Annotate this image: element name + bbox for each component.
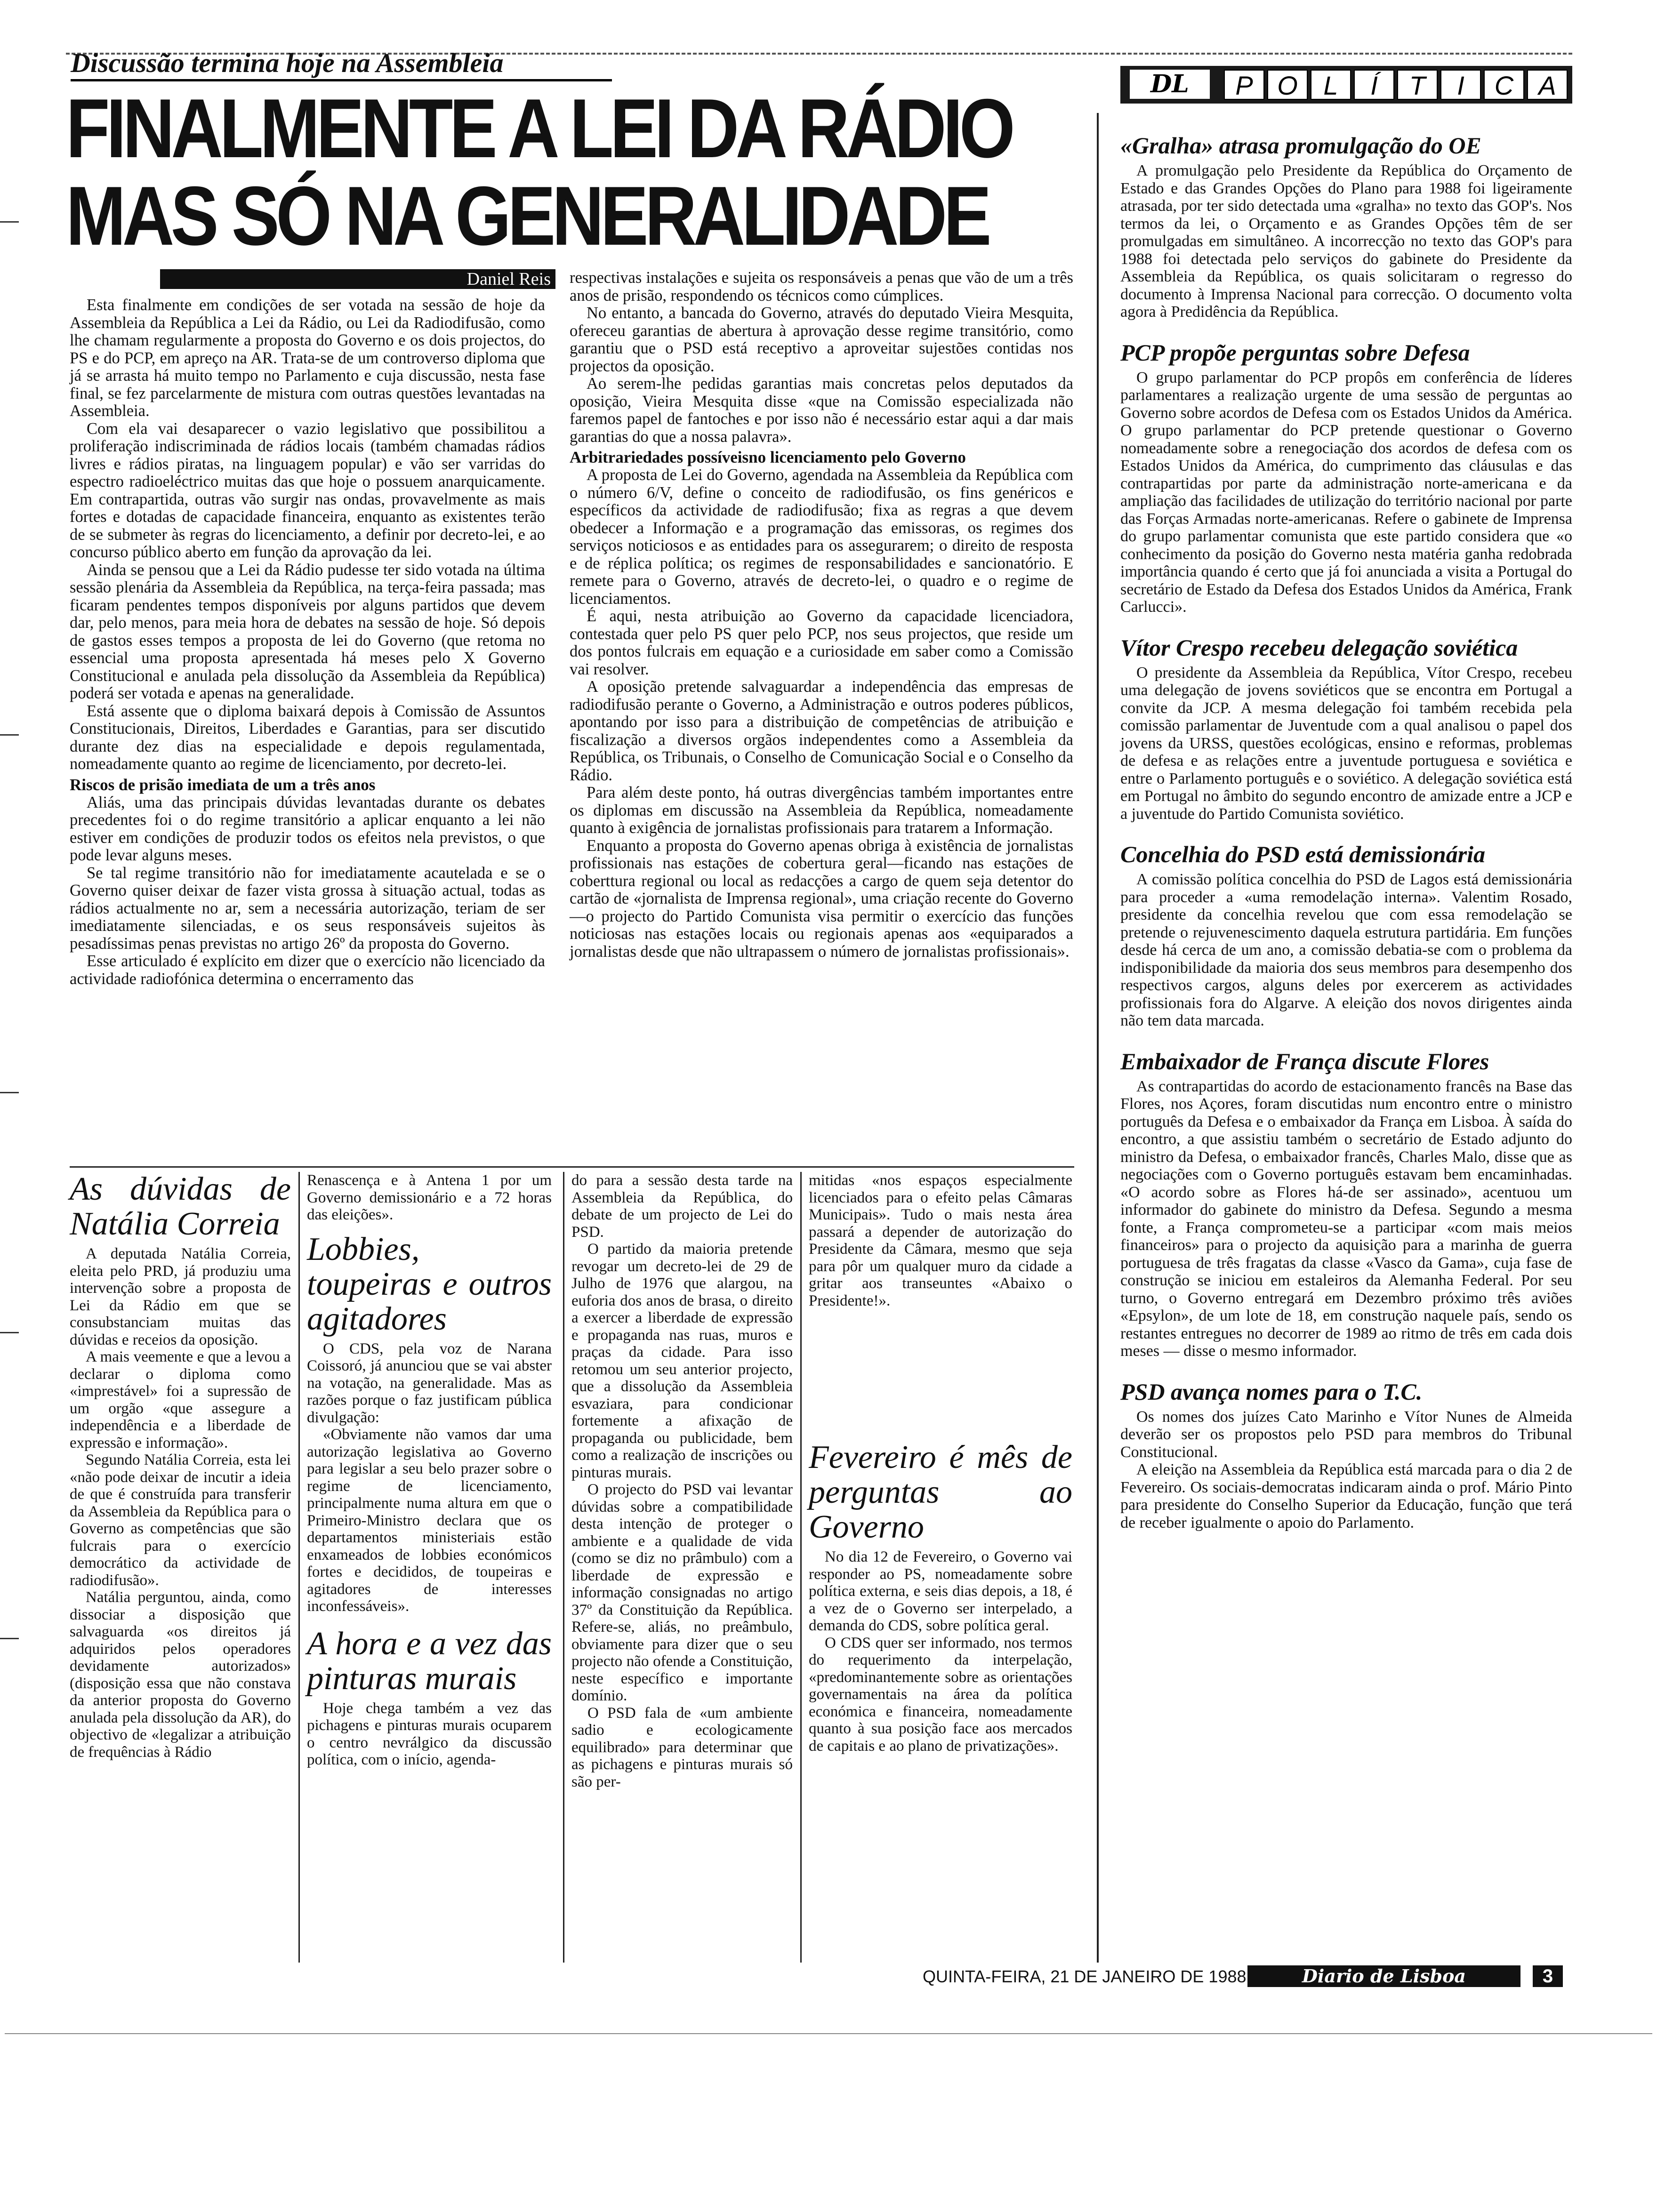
news-brief-title: Embaixador de França discute Flores — [1120, 1048, 1489, 1074]
column-rule — [298, 1172, 300, 1963]
headline — [66, 81, 1012, 263]
news-brief-body: A eleição na Assembleia da República está marcada para o dia 2 de Fevereiro. Os sociais-democratas indicaram ainda o prof. Mário Pinto para presidente do Conselho Superior da Educação, função que terá de receber igualmente o apoio do Parlamento. — [1120, 1461, 1572, 1531]
news-brief — [1120, 1048, 1572, 1360]
bottom-rule — [5, 2033, 1652, 2034]
paragraph: O CDS quer ser informado, nos termos do requerimento da interpelação, «predominantemente sobre as orientações governamentais na área da política económica e financeira, nomeadamente quanto à sua posição face aos mercados de capitais e ao plano de privatizações». — [809, 1634, 1072, 1755]
column-rule — [563, 1172, 564, 1963]
margin-tick — [0, 1092, 19, 1093]
headline-line-2: MAS SÓ NA GENERALIDADE — [66, 169, 988, 263]
paragraph: mitidas «nos espaços especialmente licenciados para o efeito pelas Câmaras Municipais». Tudo o mais nesta área passará a depender de autorização do Presidente da Câmara, mesmo que seja para pôr um qualquer muro da cidade a gritar aos transeuntes «Abaixo o Presidente!». — [809, 1172, 1072, 1309]
byline: Daniel Reis — [467, 269, 551, 289]
section-letter: I — [1440, 70, 1481, 100]
masthead: Diario de Lisboa — [1247, 1965, 1520, 1987]
box-middle-col — [307, 1172, 552, 1769]
paragraph: O projecto do PSD vai levantar dúvidas sobre a compatibilidade desta intenção de proteger o ambiente e a qualidade de vida (como se diz no prâmbulo) com a liberdade de expressão e informação consignadas no artigo 37º da Constituição da República. Refere-se, aliás, no preâmbulo, obviamente para dizer que o seu projecto não ofende a Constituição, neste específico e importante domínio. — [571, 1481, 793, 1704]
news-brief-title: Concelhia do PSD está demissionária — [1120, 841, 1486, 867]
paragraph: A deputada Natália Correia, eleita pelo PRD, já produziu uma intervenção sobre a proposta de Lei da Rádio em que se consubstanciam muitas das dúvidas e receios da oposição. — [70, 1245, 291, 1348]
headline-line-1: FINALMENTE A LEI DA RÁDIO — [66, 81, 1012, 175]
subheading: Arbitrariedades possíveisno licenciamento pelo Governo — [570, 448, 966, 466]
news-brief-body: A promulgação pelo Presidente da República do Orçamento de Estado e das Grandes Opções do Plano para 1988 foi ligeiramente atrasada, por ter sido detectada uma «gralha» no texto das GOP's. Nos termos da lei, o Orçamento e as Grandes Opções têm de ser promulgadas em simultâneo. A incorrecção no texto das GOP's para 1988 foi detectada pelo serviços do gabinete do Presidente da Assembleia da República, os quais solicitaram o regresso do documento à Imprensa Nacional para correcção. O documento volta agora à Predidência da República. — [1120, 162, 1572, 321]
news-brief-body: Os nomes dos juízes Cato Marinho e Vítor Nunes de Almeida deverão ser os propostos pelo PSD para membros do Tribunal Constitucional. — [1120, 1408, 1572, 1461]
news-brief — [1120, 132, 1572, 321]
news-brief-body: A comissão política concelhia do PSD de Lagos está demissionária para proceder a «uma remodelação interna». Valentim Rosado, presidente da concelhia revelou que com essa remodelação se pretende o rejuvenescimento daquela estrutura partidária. Em funções desde há cerca de um ano, a comissão debatia-se com o problema da indisponibilidade da maioria dos seus membros para desempenho dos respectivos cargos, alguns deles por exercerem as actividades profissionais fora do Algarve. A eleição dos novos dirigentes ainda não tem data marcada. — [1120, 871, 1572, 1029]
column-rule — [800, 1172, 802, 1963]
column-rule — [1097, 113, 1099, 1963]
box-pinturas-col3 — [809, 1172, 1072, 1309]
box-fevereiro — [809, 1440, 1072, 1755]
paragraph: Enquanto a proposta do Governo apenas obriga à existência de jornalistas profissionais nas estações de cobertura geral—ficando nas estações de coberttura regional ou local as redacções a cargo de quem seja detentor do cartão de «jornalista de Imprensa regional», uma criação recente do Governo—o projecto do Partido Comunista visa permitir o exercício das funções noticiosas nas estações locais ou regionais apenas aos «equiparados a jornalistas desde que não ultrapassem o número de jornalistas profissionais». — [570, 836, 1073, 961]
news-brief-title: Vítor Crespo recebeu delegação soviética — [1120, 634, 1518, 661]
section-banner — [1120, 66, 1572, 104]
paragraph: Segundo Natália Correia, esta lei «não pode deixar de incutir a ideia de que é construída para transferir da Assembleia da República para o Governo as competências que são fulcrais para o exercício democrático da actividade de radiodifusão». — [70, 1451, 291, 1589]
footer-date: QUINTA-FEIRA, 21 DE JANEIRO DE 1988 — [923, 1967, 1247, 1986]
article-column-1 — [70, 297, 545, 988]
news-brief-title: PCP propõe perguntas sobre Defesa — [1120, 339, 1470, 366]
margin-tick — [0, 221, 19, 223]
paragraph: Para além deste ponto, há outras divergências também importantes entre os diplomas em discussão na Assembleia da República, nomeadamente quanto à exigência de jornalistas profissionais para tratarem a Informação. — [570, 784, 1073, 837]
news-brief — [1120, 841, 1572, 1030]
news-brief-title: «Gralha» atrasa promulgação do OE — [1120, 132, 1481, 159]
section-title — [1224, 70, 1568, 100]
paragraph: Esta finalmente em condições de ser votada na sessão de hoje da Assembleia da República a Lei da Rádio, ou Lei da Radiodifusão, como lhe chamam regularmente a proposta do Governo e os dois projectos, do PS e do PCP, em apreço na AR. Trata-se de um controverso diploma que já se arrasta há muito tempo no Parlamento e cuja discussão, nesta fase final, se fez parcelarmente de mistura com outras questões levantadas na Assembleia. — [70, 296, 545, 420]
article-column-2 — [570, 269, 1073, 961]
paragraph: A oposição pretende salvaguardar a independência das empresas de radiodifusão perante o Governo, a Administração e outros poderes públicos, apontando por isso para a distribuição de competências de atribuição e fiscalização a diversos orgãos independentes como a Assembleia da República, os Tribunais, o Conselho de Comunicação Social e o Conselho da Rádio. — [570, 678, 1073, 784]
section-letter: O — [1267, 70, 1308, 100]
section-letter: T — [1397, 70, 1438, 100]
paragraph: No dia 12 de Fevereiro, o Governo vai responder ao PS, nomeadamente sobre política externa, e seis dias depois, a 18, é a vez de o Governo ser interpelado, a demanda do CDS, sobre política geral. — [809, 1548, 1072, 1634]
paragraph: Renascença e à Antena 1 por um Governo demissionário e a 72 horas das eleições». — [307, 1172, 552, 1223]
paragraph: Está assente que o diploma baixará depois à Comissão de Assuntos Constitucionais, Direitos, Liberdades e Garantias, para ser discutido durante dez dias na especialidade e depois regulamentada, nomeadamente quanto ao regime de licenciamento, por decreto-lei. — [70, 702, 545, 773]
news-brief-body: O presidente da Assembleia da República, Vítor Crespo, recebeu uma delegação de jovens soviéticos que se encontra em Portugal a convite da JCP. A mesma delegação foi também recebida pela comissão parlamentar de Juventude com a qual analisou o papel dos jovens da URSS, questões ecológicas, ensino e reformas, problemas de defesa e as relações entre a juventude portuguesa e soviética e entre o Parlamento português e o soviético. A delegação soviética está em Portugal no âmbito do segundo encontro de amizade entre a JCP e a juventude do Partido Comunista soviético. — [1120, 664, 1572, 823]
paragraph: «Obviamente não vamos dar uma autorização legislativa ao Governo para legislar a seu belo prazer sobre o regime de licenciamento, principalmente numa altura em que o Primeiro-Ministro declara que os departamentos ministeriais estão enxameados de lobbies económicos fortes e decididos, de toupeiras e agitadores de interesses inconfessáveis». — [307, 1426, 552, 1615]
news-brief — [1120, 634, 1572, 823]
section-letter: Í — [1354, 70, 1394, 100]
paragraph: do para a sessão desta tarde na Assembleia da República, do debate de um projecto de Lei do PSD. — [571, 1172, 793, 1241]
box-natalia-col1 — [70, 1172, 291, 1761]
section-letter: C — [1484, 70, 1524, 100]
paragraph: Natália perguntou, ainda, como dissociar a disposição que salvaguarda «os direitos já adquiridos pelos operadores devidamente autorizados» (disposição essa que não constava da anterior proposta do Governo anulada pela dissolução da AR), do objectivo de «legalizar a atribuição de frequências à Rádio — [70, 1589, 291, 1761]
paragraph: A mais veemente e que a levou a declarar o diploma como «imprestável» foi a supressão de um orgão «que assegure a independência e a liberdade de expressão e informação». — [70, 1348, 291, 1451]
paragraph: O PSD fala de «um ambiente sadio e ecologicamente equilibrado» para determinar que as pichagens e pinturas murais só são per- — [571, 1704, 793, 1790]
paragraph: Esse articulado é explícito em dizer que o exercício não licenciado da actividade radiofónica determina o encerramento das — [70, 952, 545, 988]
box-title: Fevereiro é mês de perguntas ao Governo — [809, 1439, 1072, 1545]
paragraph: Se tal regime transitório não for imediatamente acautelada e se o Governo quiser deixar de fazer vista grossa à situação actual, todas as rádios actualmente no ar, sem a necessária autorização, teriam de ser imediatamente silenciadas, e os seus responsáveis sujeitos às pesadíssimas penas previstas no artigo 26º da proposta do Governo. — [70, 864, 545, 953]
paragraph: Com ela vai desaparecer o vazio legislativo que possibilitou a proliferação indiscriminada de rádios locais (também chamadas rádios livres e rádios piratas, na linguagem popular) e vão ser varridas do espectro radioeléctrico muitas das que hoje o possuem anarquicamente. Em contrapartida, outras vão surgir nas ondas, provavelmente as mais fortes e dotadas de capacidade financeira, enquanto as existentes terão de se submeter às regras do licenciamento, a definir por decreto-lei, e ao concurso público aberto em função da aprovação da lei. — [70, 419, 545, 561]
paragraph: Ainda se pensou que a Lei da Rádio pudesse ter sido votada na última sessão plenária da Assembleia da República, na terça-feira passada; mas ficaram pendentes tempos disponíveis por alguns partidos que devem dar, pelo menos, para meia hora de debates na sessão de hoje. Só depois de gastos esses tempos a proposta de lei do Governo (que retoma no essencial uma proposta apresentada há meses pelo X Governo Constitucional e anulada pela dissolução da Assembleia da República) poderá ser votada e apenas na generalidade. — [70, 561, 545, 702]
paragraph: respectivas instalações e sujeita os responsáveis a penas que vão de um a três anos de prisão, respondendo os técnicos como cúmplices. — [570, 269, 1073, 305]
section-logo: DL — [1130, 70, 1210, 99]
news-brief-body: As contrapartidas do acordo de estacionamento francês na Base das Flores, nos Açores, foram discutidas num encontro entre o ministro português da Defesa e o embaixador da França em Lisboa. À saída do encontro, a que assistiu também o secretário de Estado adjunto do ministro da Defesa, o embaixador francês, Charles Malo, disse que as negociações com o Governo português estavam bem encaminhadas. «O acordo sobre as Flores há-de ser assinado», acentuou um informador do gabinete do ministro da Defesa. Segundo a mesma fonte, a França comprometeu-se a participar «com mais meios financeiros» para o projecto da aquisição para a marinha de guerra portuguesa de três fragatas da classe «Vasco da Gama», cuja fase de construção se iniciou em estaleiros da Alemanha Federal. Por seu turno, o Governo entregará em Dezembro próximo três aviões «Epsylon», de um lote de 18, em construção naquele país, sendo os restantes entregues no decorrer de 1989 ao ritmo de três em cada dois meses — disse o mesmo informador. — [1120, 1077, 1572, 1360]
paragraph: É aqui, nesta atribuição ao Governo da capacidade licenciadora, contestada quer pelo PS quer pelo PCP, nos seus projectos, que reside um dos pontos fulcrais em equação e a curiosidade em saber como a Comissão vai resolver. — [570, 607, 1073, 678]
section-letter: A — [1527, 70, 1568, 100]
paragraph: O CDS, pela voz de Narana Coissoró, já anunciou que se vai abster na votação, na generalidade. Mas as razões porque o faz justificam pública divulgação: — [307, 1340, 552, 1426]
paragraph: O partido da maioria pretende revogar um decreto-lei de 29 de Julho de 1976 que alargou, na euforia dos anos de brasa, o direito a exercer a liberdade de expressão e propaganda nas ruas, muros e praças da cidade. Para isso retomou um seu anterior projecto, que a dissolução da Assembleia esvaziara, para condicionar fortemente a afixação de propaganda ou publicidade, bem como a realização de inscrições ou pinturas murais. — [571, 1241, 793, 1481]
margin-tick — [0, 1332, 19, 1333]
section-letter: P — [1224, 70, 1264, 100]
news-brief-title: PSD avança nomes para o T.C. — [1120, 1378, 1423, 1405]
box-title: Lobbies, toupeiras e outros agitadores — [307, 1231, 552, 1337]
news-brief — [1120, 339, 1572, 616]
paragraph: Hoje chega também a vez das pichagens e pinturas murais ocuparem o centro nevrálgico da discussão política, com o início, agenda- — [307, 1699, 552, 1768]
paragraph: No entanto, a bancada do Governo, através do deputado Vieira Mesquita, ofereceu garantias de abertura à aprovação desse regime transitório, como garantiu que o PSD está receptivo a aproveitar sujestões contidas nos projectos da oposição. — [570, 304, 1073, 375]
kicker: Discussão termina hoje na Assembleia — [71, 47, 612, 81]
box-title: As dúvidas de Natália Correia — [70, 1171, 291, 1242]
news-briefs-column — [1120, 132, 1572, 1549]
paragraph: Aliás, uma das principais dúvidas levantadas durante os debates precedentes foi o do regime transitório a aplicar enquanto a lei não estiver em condições de produzir todos os efeitos nela previstos, o que pode levar alguns meses. — [70, 793, 545, 864]
section-letter: L — [1311, 70, 1351, 100]
margin-tick — [0, 734, 19, 736]
paragraph: A proposta de Lei do Governo, agendada na Assembleia da República com o número 6/V, define o conceito de radiodifusão, os fins genéricos e específicos da actividade de radiodifusão; fixa as regras a que devem obedecer a Informação e a programação das emissoras, os regimes dos serviços noticiosos e as entidades para os assegurarem; o direito de resposta e de réplica política; os regimes de responsabilidades e sancionatório. E remete para o Governo, através de decreto-lei, o quadro e o regime de licenciamentos. — [570, 466, 1073, 608]
page-number: 3 — [1533, 1965, 1563, 1987]
section-divider — [70, 1166, 1074, 1168]
box-title: A hora e a vez das pinturas murais — [307, 1625, 552, 1697]
box-pinturas-col2 — [571, 1172, 793, 1790]
page-footer — [923, 1963, 1572, 1989]
subheading: Riscos de prisão imediata de um a três anos — [70, 775, 376, 794]
margin-tick — [0, 1638, 19, 1639]
news-brief — [1120, 1378, 1572, 1532]
news-brief-body: O grupo parlamentar do PCP propôs em conferência de líderes parlamentares a realização urgente de uma sessão de perguntas ao Governo sobre acordos de Defesa com os Estados Unidos da América. O grupo parlamentar do PCP pretende questionar o Governo nomeadamente sobre a renegociação dos acordos de defesa com os Estados Unidos da América, do cumprimento das cláusulas e das contrapartidas por parte da administração norte-americana e da ampliação das facilidades de utilização do território nacional por parte das Forças Armadas norte-americanas. Refere o gabinete de Imprensa do grupo parlamentar comunista que este partido considera que «o conhecimento da posição do Governo nesta matéria ganha redobrada importância quando é certo que já foi anunciada a visita a Portugal do secretário de Estado da Defesa dos Estados Unidos da América, Frank Carlucci». — [1120, 369, 1572, 616]
paragraph: Ao serem-lhe pedidas garantias mais concretas pelos deputados da oposição, Vieira Mesquita disse «que na Comissão especializada não faremos papel de fantoches e por isso não é necessário estar aqui a dar mais garantias do que a nossa palavra». — [570, 375, 1073, 446]
